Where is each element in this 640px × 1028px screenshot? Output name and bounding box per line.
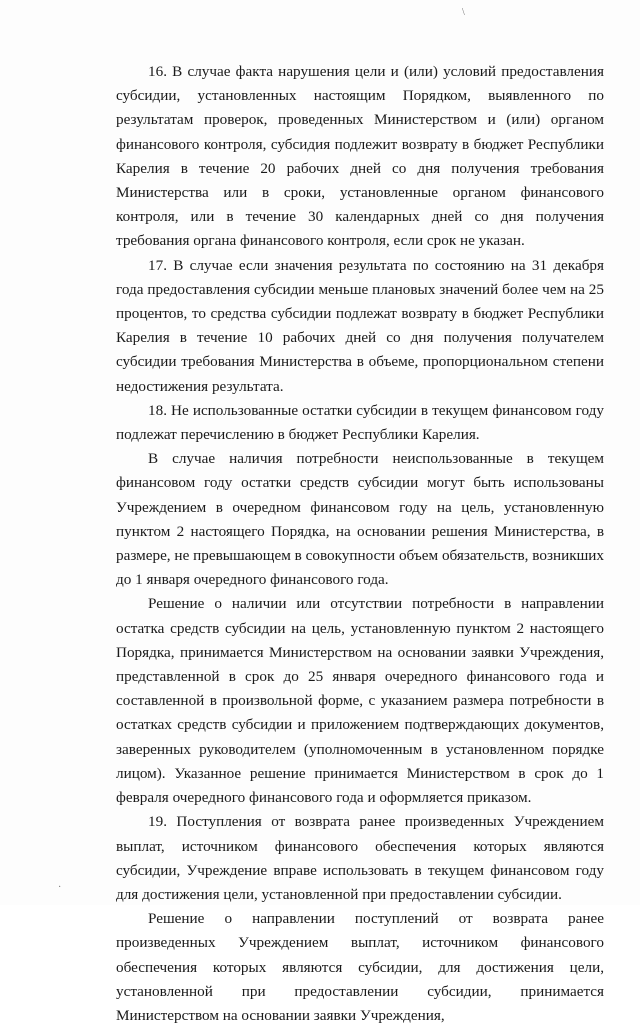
paragraph-18-need: В случае наличия потребности неиспользованные в текущем финансовом году остатки средств субсидии могут быть использованы Учреждением в очередном финансовом году на цель, установленную пунктом 2 настоящего Порядка, на основании решения Министерства, в размере, не превышающем в совокупности объем обязательств, возникших до 1 января очередного финансового года. — [116, 450, 604, 589]
scan-mark-top: \ — [462, 7, 465, 18]
paragraph-18-decision: Решение о наличии или отсутствии потребности в направлении остатка средств субсидии на цель, установленную пунктом 2 настоящего Порядка, принимается Министерством на основании заявки Учреждения, представленной в срок до 25 января очередного финансового года и составленной в произвольной форме, с указанием размера потребности в остатках средств субсидии и приложением подтверждающих документов, заверенных руководителем (уполномоченным в установленном порядке лицом). Указанное решение принимается Министерством в срок до 1 февраля очередного финансового года и оформляется приказом. — [116, 595, 604, 807]
document-body — [116, 60, 604, 1028]
paragraph-19: 19. Поступления от возврата ранее произведенных Учреждением выплат, источником финансового обеспечения которых являются субсидии, Учреждение вправе использовать в текущем финансовом году для достижения цели, установленной при предоставлении субсидии. — [116, 813, 604, 903]
paragraph-16: 16. В случае факта нарушения цели и (или) условий предоставления субсидии, установленных настоящим Порядком, выявленного по результатам проверок, проведенных Министерством и (или) органом финансового контроля, субсидия подлежит возврату в бюджет Республики Карелия в течение 20 рабочих дней со дня получения требования Министерства или в сроки, установленные органом финансового контроля, или в течение 30 календарных дней со дня получения требования органа финансового контроля, если срок не указан. — [116, 63, 604, 250]
paragraph-17: 17. В случае если значения результата по состоянию на 31 декабря года предоставления субсидии меньше плановых значений более чем на 25 процентов, то средства субсидии подлежат возврату в бюджет Республики Карелия в течение 10 рабочих дней со дня получения получателем субсидии требования Министерства в объеме, пропорциональном степени недостижения результата. — [116, 256, 604, 395]
paragraph-19-decision: Решение о направлении поступлений от возврата ранее произведенных Учреждением выплат, источником финансового обеспечения которых являются субсидии, для достижения цели, установленной при предоставлении субсидии, принимается Министерством на основании заявки Учреждения, — [116, 910, 604, 1024]
paragraph-18: 18. Не использованные остатки субсидии в текущем финансовом году подлежат перечислению в бюджет Республики Карелия. — [116, 401, 604, 444]
scan-mark-left: · — [58, 882, 62, 893]
